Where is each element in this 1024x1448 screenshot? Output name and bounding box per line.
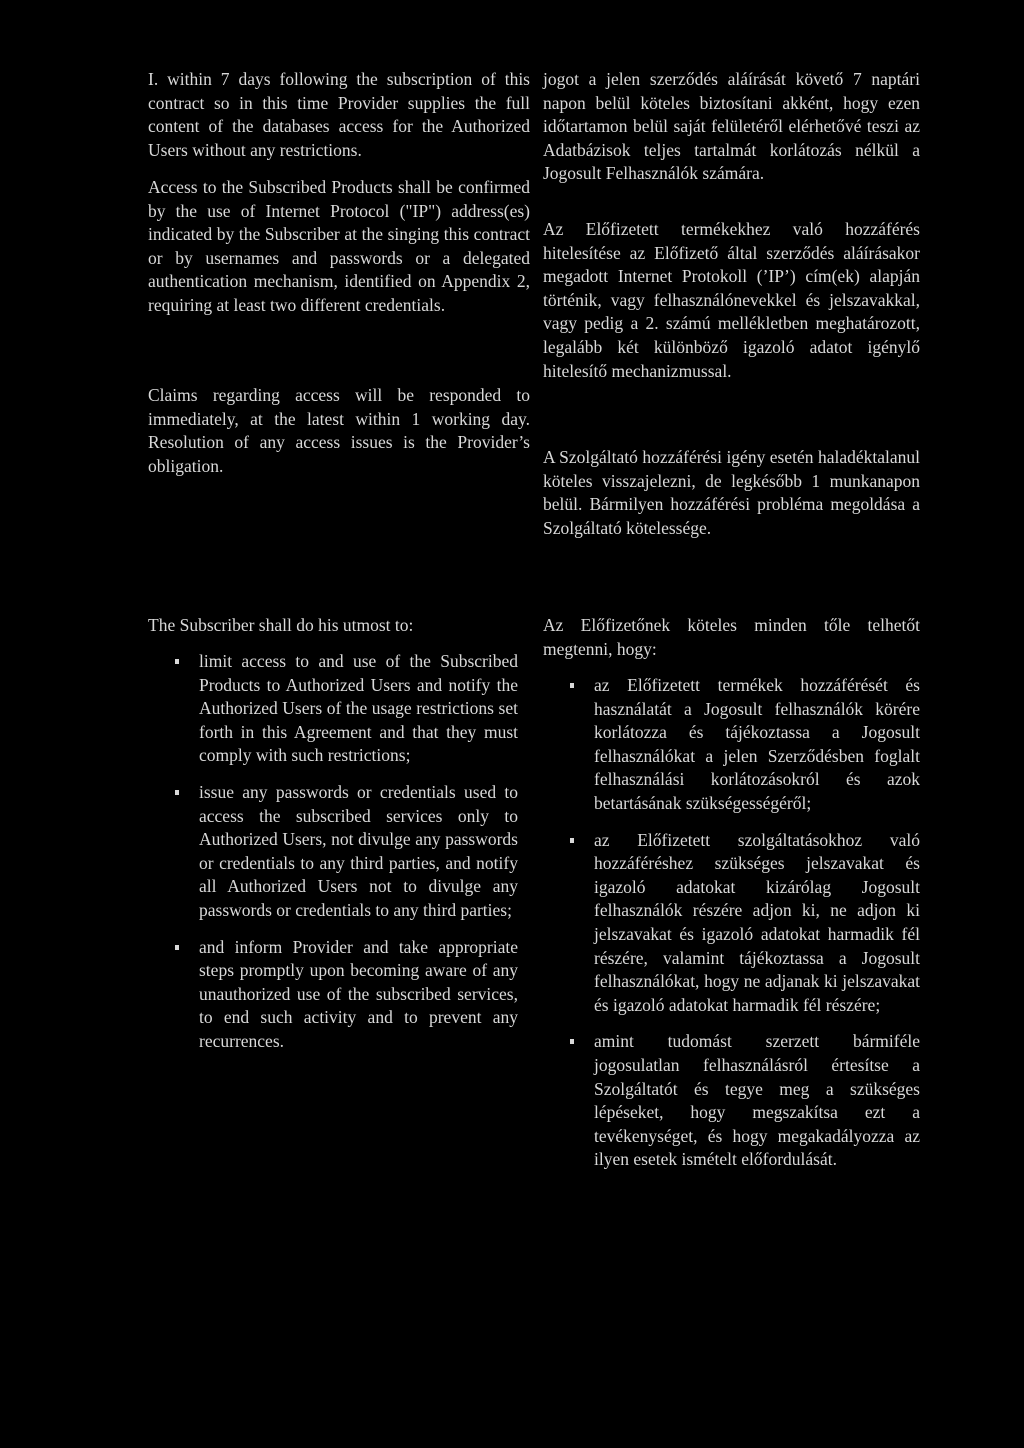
paragraph-text: Claims regarding access will be responded to immediately, at the latest within 1 working day. Resolution of any access issues is the Provider’s obligation.	[148, 385, 530, 476]
paragraph-text: Access to the Subscribed Products shall be confirmed by the use of Internet Protocol ("IP") address(es) indicated by the Subscriber at the singing this contract or by usernames and passwords or a delegated authentication mechanism, identified on Appendix 2, requiring at least two different credentials.	[148, 177, 530, 315]
paragraph-text: jogot a jelen szerződés aláírását követő 7 naptári napon belül köteles biztosítani akként, hogy ezen időtartamon belül saját felületéről elérhetővé teszi az Adatbázisok teljes tartalmát korlátozás nélkül a Jogosult Felhasználók számára.	[543, 69, 920, 184]
hungarian-obligations-list	[543, 674, 920, 1172]
hungarian-access-claims-paragraph	[543, 446, 920, 540]
english-obligations-intro	[148, 614, 530, 638]
list-item-text: limit access to and use of the Subscribed Products to Authorized Users and notify the Authorized Users of the usage restrictions set forth in this Agreement and that they must comply with such restrictions;	[199, 651, 518, 766]
list-item-text: amint tudomást szerzett bármiféle jogosulatlan felhasználásról értesítse a Szolgáltatót és tegye meg a szükséges lépéseket, hogy megszakítsa ezt a tevékenységet, és hogy megakadályozza az ilyen esetek ismételt előfordulását.	[594, 1031, 920, 1170]
list-item	[543, 1030, 920, 1172]
bullet-icon	[570, 838, 574, 843]
english-obligations-list	[148, 650, 518, 1054]
list-item	[148, 781, 518, 923]
list-item	[543, 829, 920, 1018]
paragraph-text: A Szolgáltató hozzáférési igény esetén haladéktalanul köteles visszajelezni, de legkésőbb 1 munkanapon belül. Bármilyen hozzáférési probléma megoldása a Szolgáltató kötelessége.	[543, 447, 920, 538]
list-item-text: az Előfizetett termékek hozzáférését és használatát a Jogosult felhasználók körére korlátozza és tájékoztassa a Jogosult felhasználókat a jelen Szerződésben foglalt felhasználási korlátozásokról és azok betartásának szükségességéről;	[594, 675, 920, 813]
paragraph-text: The Subscriber shall do his utmost to:	[148, 615, 414, 635]
list-item-text: and inform Provider and take appropriate steps promptly upon becoming aware of any unauthorized use of the subscribed services, to end such activity and to prevent any recurrences.	[199, 936, 518, 1051]
list-item	[543, 674, 920, 816]
bullet-icon	[175, 790, 179, 795]
hungarian-access-timing-paragraph	[543, 68, 920, 186]
english-access-timing-paragraph	[148, 68, 530, 162]
english-access-authentication-paragraph	[148, 176, 530, 318]
english-access-claims-paragraph	[148, 384, 530, 478]
paragraph-text: I. within 7 days following the subscription of this contract so in this time Provider supplies the full content of the databases access for the Authorized Users without any restrictions.	[148, 69, 530, 160]
hungarian-obligations-intro	[543, 614, 920, 661]
paragraph-text: Az Előfizetett termékekhez való hozzáférés hitelesítése az Előfizető által szerződés aláírásakor megadott Internet Protokoll (’IP’) cím(ek) alapján történik, vagy felhasználónevekkel és jelszavakkal, vagy pedig a 2. számú mellékletben meghatározott, legalább két különböző igazoló adatot igénylő hitelesítő mechanizmussal.	[543, 219, 920, 381]
list-item-text: issue any passwords or credentials used to access the subscribed services only to Authorized Users, not divulge any passwords or credentials to any third parties, and notify all Authorized Users not to divulge any passwords or credentials to any third parties;	[199, 781, 518, 920]
list-item	[148, 936, 518, 1054]
list-item-text: az Előfizetett szolgáltatásokhoz való hozzáféréshez szükséges jelszavakat és igazoló adatokat kizárólag Jogosult felhasználók részére adjon ki, ne adjon ki jelszavakat és igazoló adatokat harmadik fél részére, valamint tájékoztassa a Jogosult felhasználókat, hogy ne adjanak ki jelszavakat és igazoló adatokat harmadik fél részére;	[594, 829, 920, 1015]
bullet-icon	[570, 683, 574, 688]
hungarian-access-authentication-paragraph	[543, 218, 920, 383]
paragraph-text: Az Előfizetőnek köteles minden tőle telhetőt megtenni, hogy:	[543, 615, 920, 659]
bullet-icon	[175, 659, 179, 664]
bullet-icon	[570, 1039, 574, 1044]
list-item	[148, 650, 518, 768]
bullet-icon	[175, 945, 179, 950]
